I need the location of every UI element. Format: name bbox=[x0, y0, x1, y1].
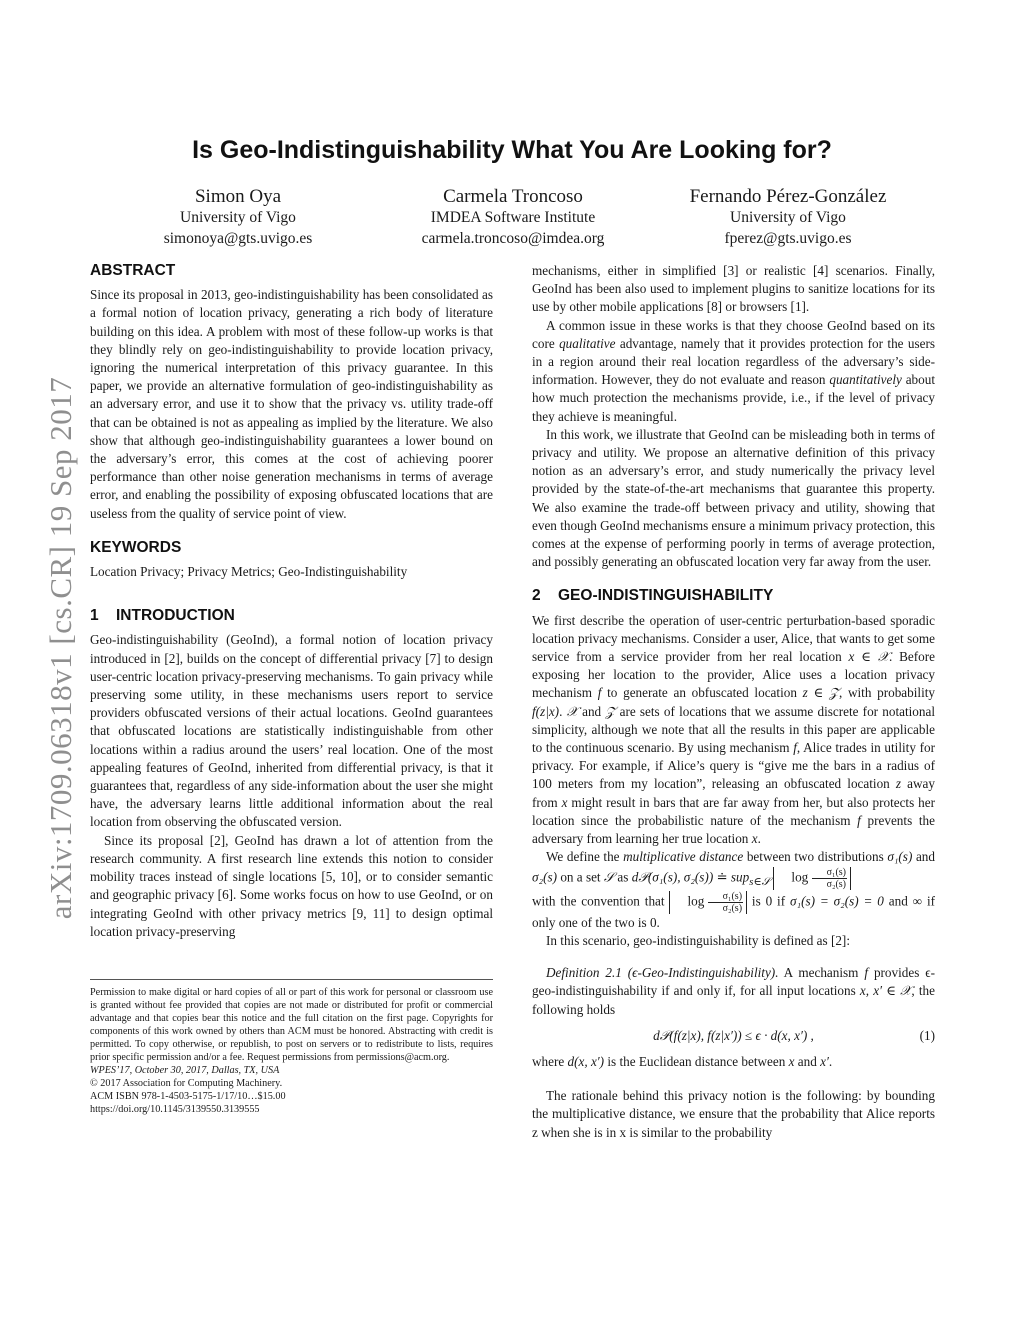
section-heading-geoind bbox=[532, 587, 935, 605]
section-number: 2 bbox=[532, 587, 541, 605]
author-name: Fernando Pérez-González bbox=[689, 186, 887, 207]
footnote-rule bbox=[90, 979, 493, 980]
equation-number: (1) bbox=[919, 1027, 935, 1043]
definition-title: Definition 2.1 (ϵ-Geo-Indistinguishability). bbox=[546, 965, 779, 981]
equation-body: d𝒫(f(z|x), f(z|x′)) ≤ ϵ · d(x, x′) , bbox=[653, 1027, 814, 1043]
paragraph: We first describe the operation of user-centric perturbation-based sporadic location privacy mechanisms. Consider a user, Alice, that wants to get some service from a service provider from her real location x ∈ 𝒳. Before exposing her location to the provider, Alice uses a location privacy mechanism f to generate an obfuscated location z ∈ 𝒵, with probability f(z|x). 𝒳 and 𝒵 are sets of locations that we assume discrete for notational simplicity, although we note that all the results in this paper are applicable to the continuous scenario. By using mechanism f, Alice trades in utility for privacy. For example, if Alice’s query is “give me the bars in a radius of 100 meters from my location”, releasing an obfuscated location z away from x might result in bars that are far away from her, but also protects her location since the probabilistic nature of the mechanism f prevents the adversary from learning her true location x. bbox=[532, 612, 936, 847]
paragraph: Since its proposal [2], GeoInd has drawn a lot of attention from the research community. A first research line extends this notion to consider mobility traces instead of single locations [5, 10], or to consider semantic and geographic privacy [6]. Some works focus on how to use GeoInd, or on integrating GeoInd with other privacy metrics [9, 11] to design optimal location privacy-preserving bbox=[90, 832, 493, 939]
section-heading-introduction bbox=[90, 607, 493, 625]
author-email: fperez@gts.uvigo.es bbox=[724, 230, 852, 247]
left-column bbox=[90, 262, 493, 1116]
section-number: 1 bbox=[90, 607, 99, 625]
copyright-footnote bbox=[90, 986, 493, 1116]
author-block bbox=[638, 186, 938, 249]
arxiv-stamp: arXiv:1709.06318v1 [cs.CR] 19 Sep 2017 bbox=[43, 376, 78, 920]
isbn: ACM ISBN 978-1-4503-5175-1/17/10…$15.00 bbox=[90, 1090, 286, 1102]
section-title: INTRODUCTION bbox=[116, 607, 235, 625]
author-affiliation: IMDEA Software Institute bbox=[430, 209, 596, 226]
keywords-text: Location Privacy; Privacy Metrics; Geo-Indistinguishability bbox=[90, 564, 408, 580]
copyright: © 2017 Association for Computing Machinery. bbox=[90, 1077, 283, 1089]
venue: WPES’17, October 30, 2017, Dallas, TX, USA bbox=[90, 1064, 280, 1076]
author-affiliation: University of Vigo bbox=[730, 209, 846, 226]
keywords-heading: KEYWORDS bbox=[90, 538, 182, 556]
doi: https://doi.org/10.1145/3139550.3139555 bbox=[90, 1103, 260, 1115]
definition: Definition 2.1 (ϵ-Geo-Indistinguishability). A mechanism f provides ϵ-geo-indistinguishability if and only if, for all input locations x, x′ ∈ 𝒳, the following holds bbox=[532, 965, 935, 1017]
paragraph: Geo-indistinguishability (GeoInd), a formal notion of location privacy introduced in [2], builds on the concept of differential privacy [7] to design user-centric location privacy-preserving mechanisms. To gain privacy while preserving some utility, in these mechanisms users report to service providers obfuscated versions of their actual locations. GeoInd guarantees that obfuscated locations are statistically indistinguishable from other locations within a radius around the users’ real location. One of the most appealing features of GeoInd, inherited from differential privacy, is that it guarantees that, regardless of any side-information about the user she might have, the adversary learns little additional information about the real location from observing the obfuscated version. bbox=[90, 632, 493, 830]
abstract-heading: ABSTRACT bbox=[90, 262, 176, 279]
right-column bbox=[532, 262, 935, 1142]
log-ratio: log $\frac{\text{σ₁(s)}}{\text{σ₂(s)}}$ bbox=[773, 867, 851, 890]
author-name: Simon Oya bbox=[194, 186, 282, 207]
paper-title: Is Geo-Indistinguishability What You Are Looking for? bbox=[192, 136, 832, 164]
author-block bbox=[363, 186, 663, 249]
permission-notice: Permission to make digital or hard copies of all or part of this work for personal or classroom use is granted without fee provided that copies are not made or distributed for profit or commercial advantage and that copies bear this notice and the full citation on the first page. Copyrights for components of this work owned by others than ACM must be honored. Abstracting with credit is permitted. To copy otherwise, or republish, to post on servers or to redistribute to lists, requires prior specific permission and/or a fee. Request permissions from permissions@acm.org. bbox=[90, 986, 493, 1063]
paragraph: where d(x, x′) is the Euclidean distance between x and x′. bbox=[532, 1053, 833, 1069]
paragraph: The rationale behind this privacy notion is the following: by bounding the multiplicative distance, we ensure that the probability that Alice reports z when she is in x is similar to the probability bbox=[532, 1088, 935, 1140]
paragraph: mechanisms, either in simplified [3] or realistic [4] scenarios. Finally, GeoInd has been also used to implement plugins to sanitize locations for its use by other mobile applications [8] or browsers [1]. bbox=[532, 263, 935, 315]
author-email: simonoya@gts.uvigo.es bbox=[163, 230, 313, 247]
author-email: carmela.troncoso@imdea.org bbox=[421, 230, 605, 247]
section-title: GEO-INDISTINGUISHABILITY bbox=[558, 587, 774, 605]
paragraph: A common issue in these works is that they choose GeoInd based on its core qualitative advantage, namely that it provides protection for the users in a region around their real location regardless of the adversary’s side-information. However, they do not evaluate and reason quantitatively about how much protection the mechanisms provide, i.e., if the level of privacy they achieve is meaningful. bbox=[532, 317, 935, 424]
author-block bbox=[88, 186, 388, 249]
paragraph: We define the multiplicative distance between two distributions σ₁(s) and σ₂(s) on a set 𝒮 as d𝒫(σ₁(s), σ₂(s)) ≐ sup$_{s\in 𝒮}$ log $\frac{\text{σ₁(s)}}{\text{σ₂(s)}}$ with the convention that log $\frac{\text{σ₁(s)}}{\text{σ₂(s)}}$ is 0 if σ₁(s) = σ₂(s) = 0 and ∞ if only one of the two is 0. bbox=[532, 849, 936, 930]
paragraph: In this scenario, geo-indistinguishability is defined as [2]: bbox=[546, 933, 850, 949]
author-name: Carmela Troncoso bbox=[443, 186, 583, 207]
equation-1 bbox=[532, 1025, 935, 1047]
abstract-text: Since its proposal in 2013, geo-indistinguishability has been consolidated as a formal notion of location privacy, generating a rich body of literature building on this idea. A problem with most of these follow-up works is that they blindly rely on geo-indistinguishability to provide location privacy, ignoring the numerical interpretation of this privacy guarantee. In this paper, we provide an alternative formulation of geo-indistinguishability as an adversary error, and use it to show that the privacy vs. utility trade-off that can be obtained is not as appealing as implied by the literature. We also show that although geo-indistinguishability guarantees a lower bound on the adversary’s error, this comes at the cost of achieving poorer performance than other noise generation mechanisms in terms of average error, and enabling the possibility of exposing obfuscated locations that are useless from the quality of service point of view. bbox=[90, 287, 493, 521]
author-affiliation: University of Vigo bbox=[180, 209, 296, 226]
paragraph: In this work, we illustrate that GeoInd can be misleading both in terms of privacy and utility. We propose an alternative definition of this privacy notion as an adversary’s error, and study numerically the privacy level provided by the state-of-the-art mechanisms that guarantee this property. We also examine the trade-off between privacy and utility, showing that even though GeoInd mechanisms ensure a minimum privacy protection, this comes at the expense of performing poorly in terms of average protection, and possibly generating an obfuscated location very far away from the user. bbox=[532, 426, 935, 570]
log-ratio: log $\frac{\text{σ₁(s)}}{\text{σ₂(s)}}$ bbox=[669, 891, 747, 914]
